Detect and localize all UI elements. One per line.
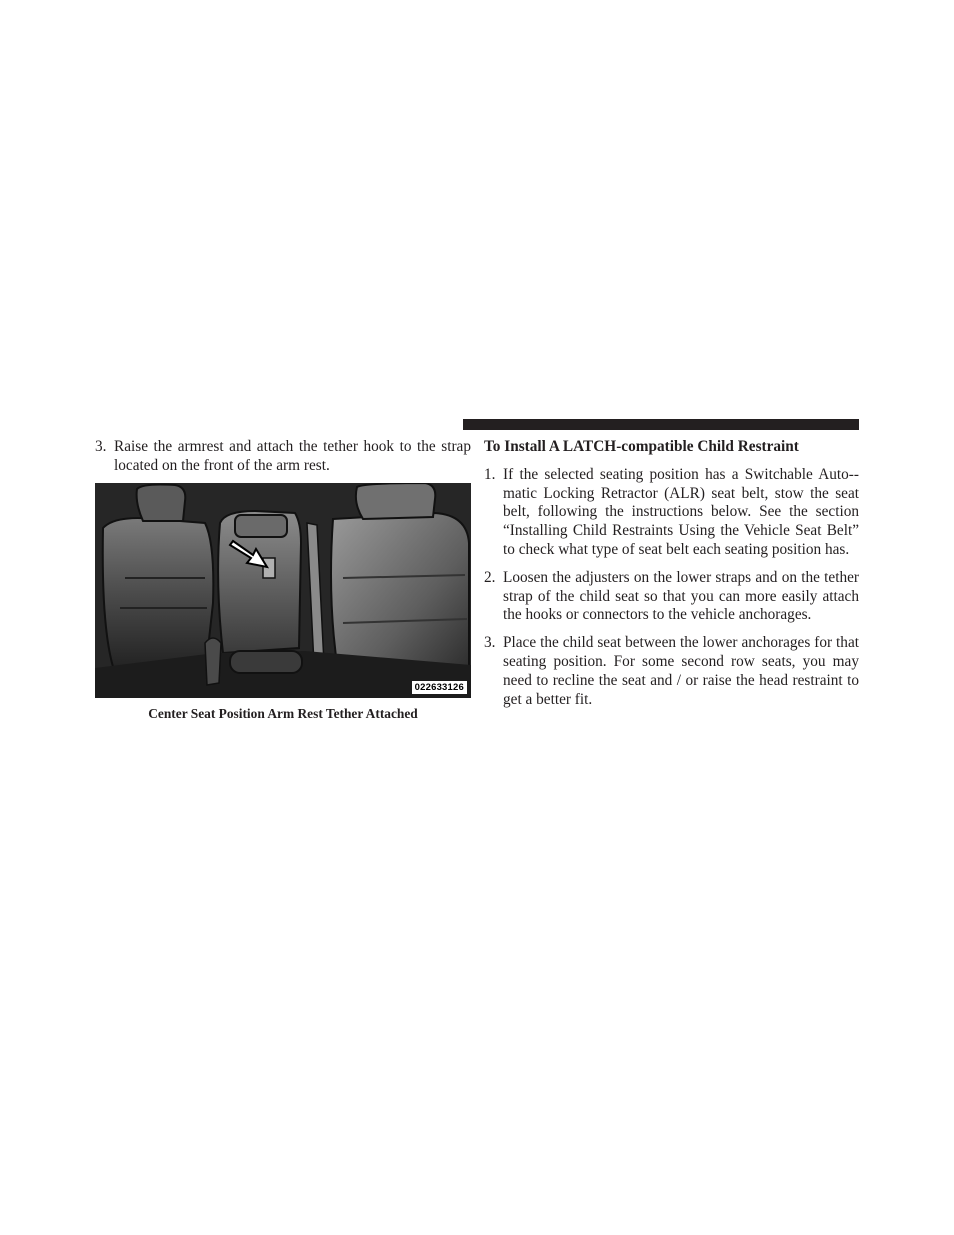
- step-text: If the selected seating position has a Switchable Auto-matic Locking Retractor (ALR) seat belt, stow the seat belt, following the instructions below. See the section “Installing Child Restraints Using the Vehicle Seat Belt” to check what type of seat belt each seating position has.: [503, 465, 859, 558]
- seat-illustration: [95, 483, 471, 698]
- step-number: 2.: [484, 568, 496, 586]
- step-3-left: [95, 438, 471, 476]
- rear-seat-drawing: [95, 483, 471, 698]
- list-item: [484, 634, 859, 709]
- list-item: [484, 466, 859, 560]
- figure-id-label: 022633126: [412, 681, 467, 694]
- figure-caption: Center Seat Position Arm Rest Tether Attached: [148, 705, 418, 721]
- list-item: [484, 569, 859, 625]
- step-text: Loosen the adjusters on the lower straps and on the tether strap of the child seat so that you can more easily attach the hooks or connectors to the vehicle anchorages.: [503, 568, 859, 624]
- left-column: [95, 438, 471, 722]
- step-number: 1.: [484, 465, 496, 483]
- step-text: Raise the armrest and attach the tether hook to the strap located on the front of the arm rest.: [114, 438, 471, 474]
- step-number: 3.: [95, 438, 107, 455]
- right-column: [484, 438, 859, 718]
- step-text: Place the child seat between the lower anchorages for that seating position. For some second row seats, you may need to recline the seat and / or raise the head restraint to get a better fit.: [503, 634, 859, 708]
- section-rule: [463, 419, 859, 430]
- step-number: 3.: [484, 634, 496, 652]
- section-heading: To Install A LATCH-compatible Child Restraint: [484, 438, 799, 455]
